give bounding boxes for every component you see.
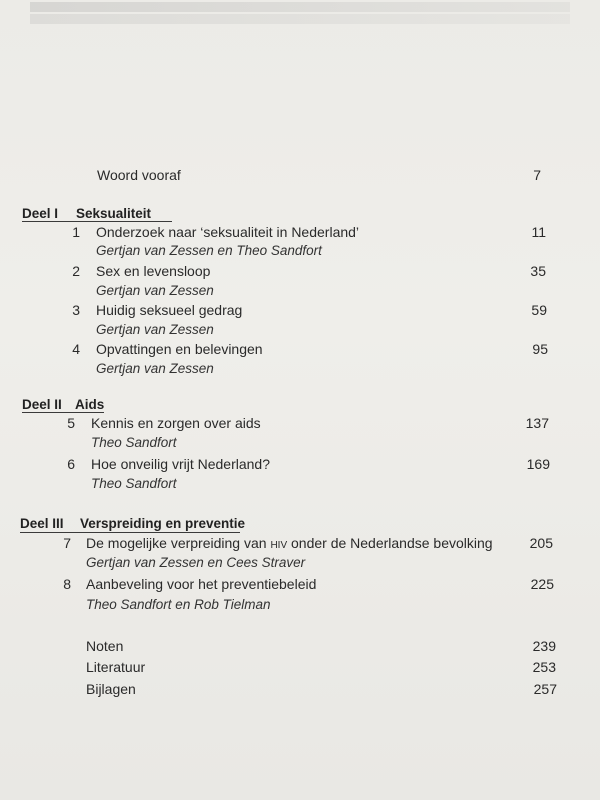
chapter-author: Theo Sandfort en Rob Tielman (86, 597, 271, 612)
chapter-number: 2 (72, 263, 80, 279)
part-title-rule (72, 412, 104, 413)
chapter-author: Gertjan van Zessen (96, 322, 214, 337)
chapter-number: 1 (72, 224, 80, 240)
foreword-label: Woord vooraf (97, 167, 181, 183)
backmatter-label: Noten (86, 638, 124, 654)
backmatter-page: 257 (533, 681, 557, 697)
chapter-title: Onderzoek naar ‘seksualiteit in Nederland’ (96, 224, 360, 240)
part-title: Seksualiteit (76, 206, 152, 221)
chapter-title-part: onder de Nederlandse bevolking (287, 535, 493, 551)
chapter-page: 205 (529, 535, 553, 551)
chapter-author: Gertjan van Zessen (96, 283, 214, 298)
chapter-number: 4 (72, 341, 80, 357)
chapter-number: 3 (72, 302, 80, 318)
chapter-number: 8 (63, 576, 71, 592)
foreword-page: 7 (533, 167, 541, 183)
chapter-author: Theo Sandfort (91, 435, 177, 450)
part-rule (22, 412, 72, 413)
chapter-title: Huidig seksueel gedrag (96, 302, 243, 318)
backmatter-label: Literatuur (86, 659, 146, 675)
chapter-page: 35 (530, 263, 546, 279)
chapter-title: Sex en levensloop (96, 263, 211, 279)
part-label: Deel II (22, 397, 62, 412)
chapter-author: Gertjan van Zessen en Cees Straver (86, 555, 306, 570)
chapter-title: Hoe onveilig vrijt Nederland? (91, 456, 270, 472)
chapter-page: 11 (531, 224, 546, 240)
chapter-page: 59 (531, 302, 547, 318)
part-title: Verspreiding en preventie (80, 516, 246, 531)
part-title-rule (80, 532, 240, 533)
chapter-number: 7 (63, 535, 71, 551)
chapter-page: 137 (525, 415, 549, 431)
chapter-page: 95 (532, 341, 548, 357)
part-rule (20, 532, 80, 533)
chapter-author: Gertjan van Zessen en Theo Sandfort (96, 243, 322, 258)
backmatter-page: 239 (532, 638, 556, 654)
chapter-page: 169 (526, 456, 550, 472)
chapter-number: 6 (67, 456, 75, 472)
chapter-title-abbrev: hiv (270, 535, 288, 551)
chapter-title: Aanbeveling voor het preventiebeleid (86, 576, 317, 592)
chapter-author: Theo Sandfort (91, 476, 177, 491)
part-title: Aids (75, 397, 105, 412)
chapter-title-part: De mogelijke verpreiding van (86, 535, 271, 551)
part-label: Deel III (20, 516, 64, 531)
chapter-title (86, 535, 493, 551)
chapter-title: Opvattingen en belevingen (96, 341, 263, 357)
chapter-number: 5 (67, 415, 75, 431)
part-title-rule (78, 221, 172, 222)
chapter-page: 225 (530, 576, 554, 592)
chapter-title: Kennis en zorgen over aids (91, 415, 261, 431)
chapter-author: Gertjan van Zessen (96, 361, 214, 376)
part-rule (22, 221, 78, 222)
backmatter-page: 253 (532, 659, 556, 675)
backmatter-label: Bijlagen (86, 681, 136, 697)
part-label: Deel I (22, 206, 59, 221)
